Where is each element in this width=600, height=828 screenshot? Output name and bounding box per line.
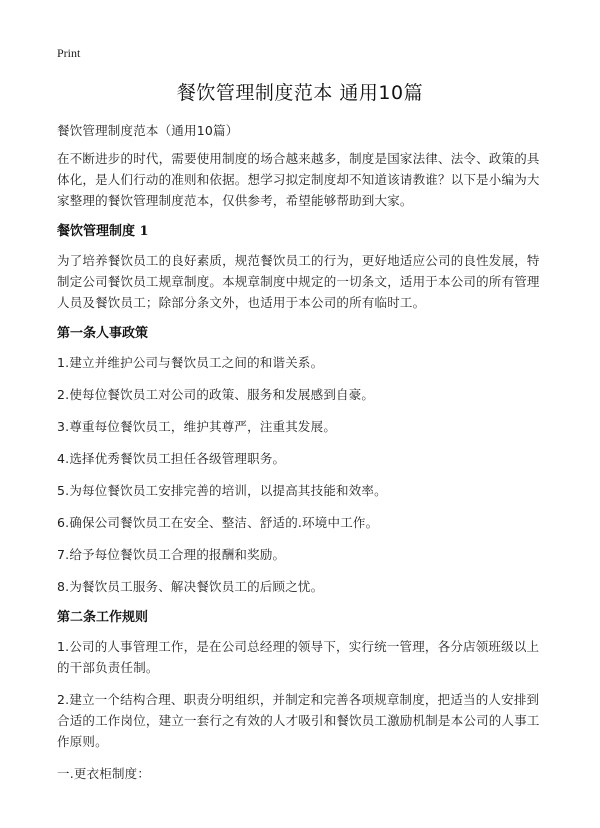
list-item: 5.为每位餐饮员工安排完善的培训，以提高其技能和效率。 [57, 483, 387, 498]
section-paragraph-1: 为了培养餐饮员工的良好素质，规范餐饮员工的行为，更好地适应公司的良性发展，特制定公司餐饮员工规章制度。本规章制度中规定的一切条文，适用于本公司的所有管理人员及餐饮员工；除部分条文外，也适用于本公司的所有临时工。 [57, 253, 540, 310]
list-item: 6.确保公司餐饮员工在安全、整洁、舒适的.环境中工作。 [57, 515, 379, 530]
list-item: 4.选择优秀餐饮员工担任各级管理职务。 [57, 451, 286, 466]
list-item: 3.尊重每位餐饮员工，维护其尊严，注重其发展。 [57, 419, 337, 434]
subsection-line: 一.更衣柜制度： [57, 766, 151, 781]
list-item: 8.为餐饮员工服务、解决餐饮员工的后顾之忧。 [57, 579, 324, 594]
list-item: 7.给予每位餐饮员工合理的报酬和奖励。 [57, 547, 286, 562]
intro-paragraph: 在不断进步的时代，需要使用制度的场合越来越多，制度是国家法律、法令、政策的具体化，是人们行动的准则和依据。想学习拟定制度却不知道该请教谁？以下是小编为大家整理的餐饮管理制度范本，仅供参考，希望能够帮助到大家。 [57, 151, 540, 208]
list-item: 2.使每位餐饮员工对公司的政策、服务和发展感到自豪。 [57, 387, 375, 402]
rule-paragraph: 1.公司的人事管理工作，是在公司总经理的领导下，实行统一管理，各分店领班级以上的干部负责任制。 [57, 639, 540, 675]
list-item: 1.建立并维护公司与餐饮员工之间的和谐关系。 [57, 355, 324, 370]
article-heading-1: 第一条人事政策 [57, 326, 149, 341]
print-label: Print [57, 46, 81, 60]
document-subtitle: 餐饮管理制度范本（通用10篇） [57, 123, 239, 138]
rule-paragraph: 2.建立一个结构合理、职责分明组织，并制定和完善各项规章制度，把适当的人安排到合适的工作岗位，建立一套行之有效的人才吸引和餐饮员工激励机制是本公司的人事工作原则。 [57, 692, 540, 749]
section-heading-1: 餐饮管理制度 1 [57, 224, 149, 239]
document-body [57, 120, 547, 784]
article-heading-2: 第二条工作规则 [57, 610, 149, 625]
document-title: 餐饮管理制度范本 通用10篇 [176, 82, 424, 104]
